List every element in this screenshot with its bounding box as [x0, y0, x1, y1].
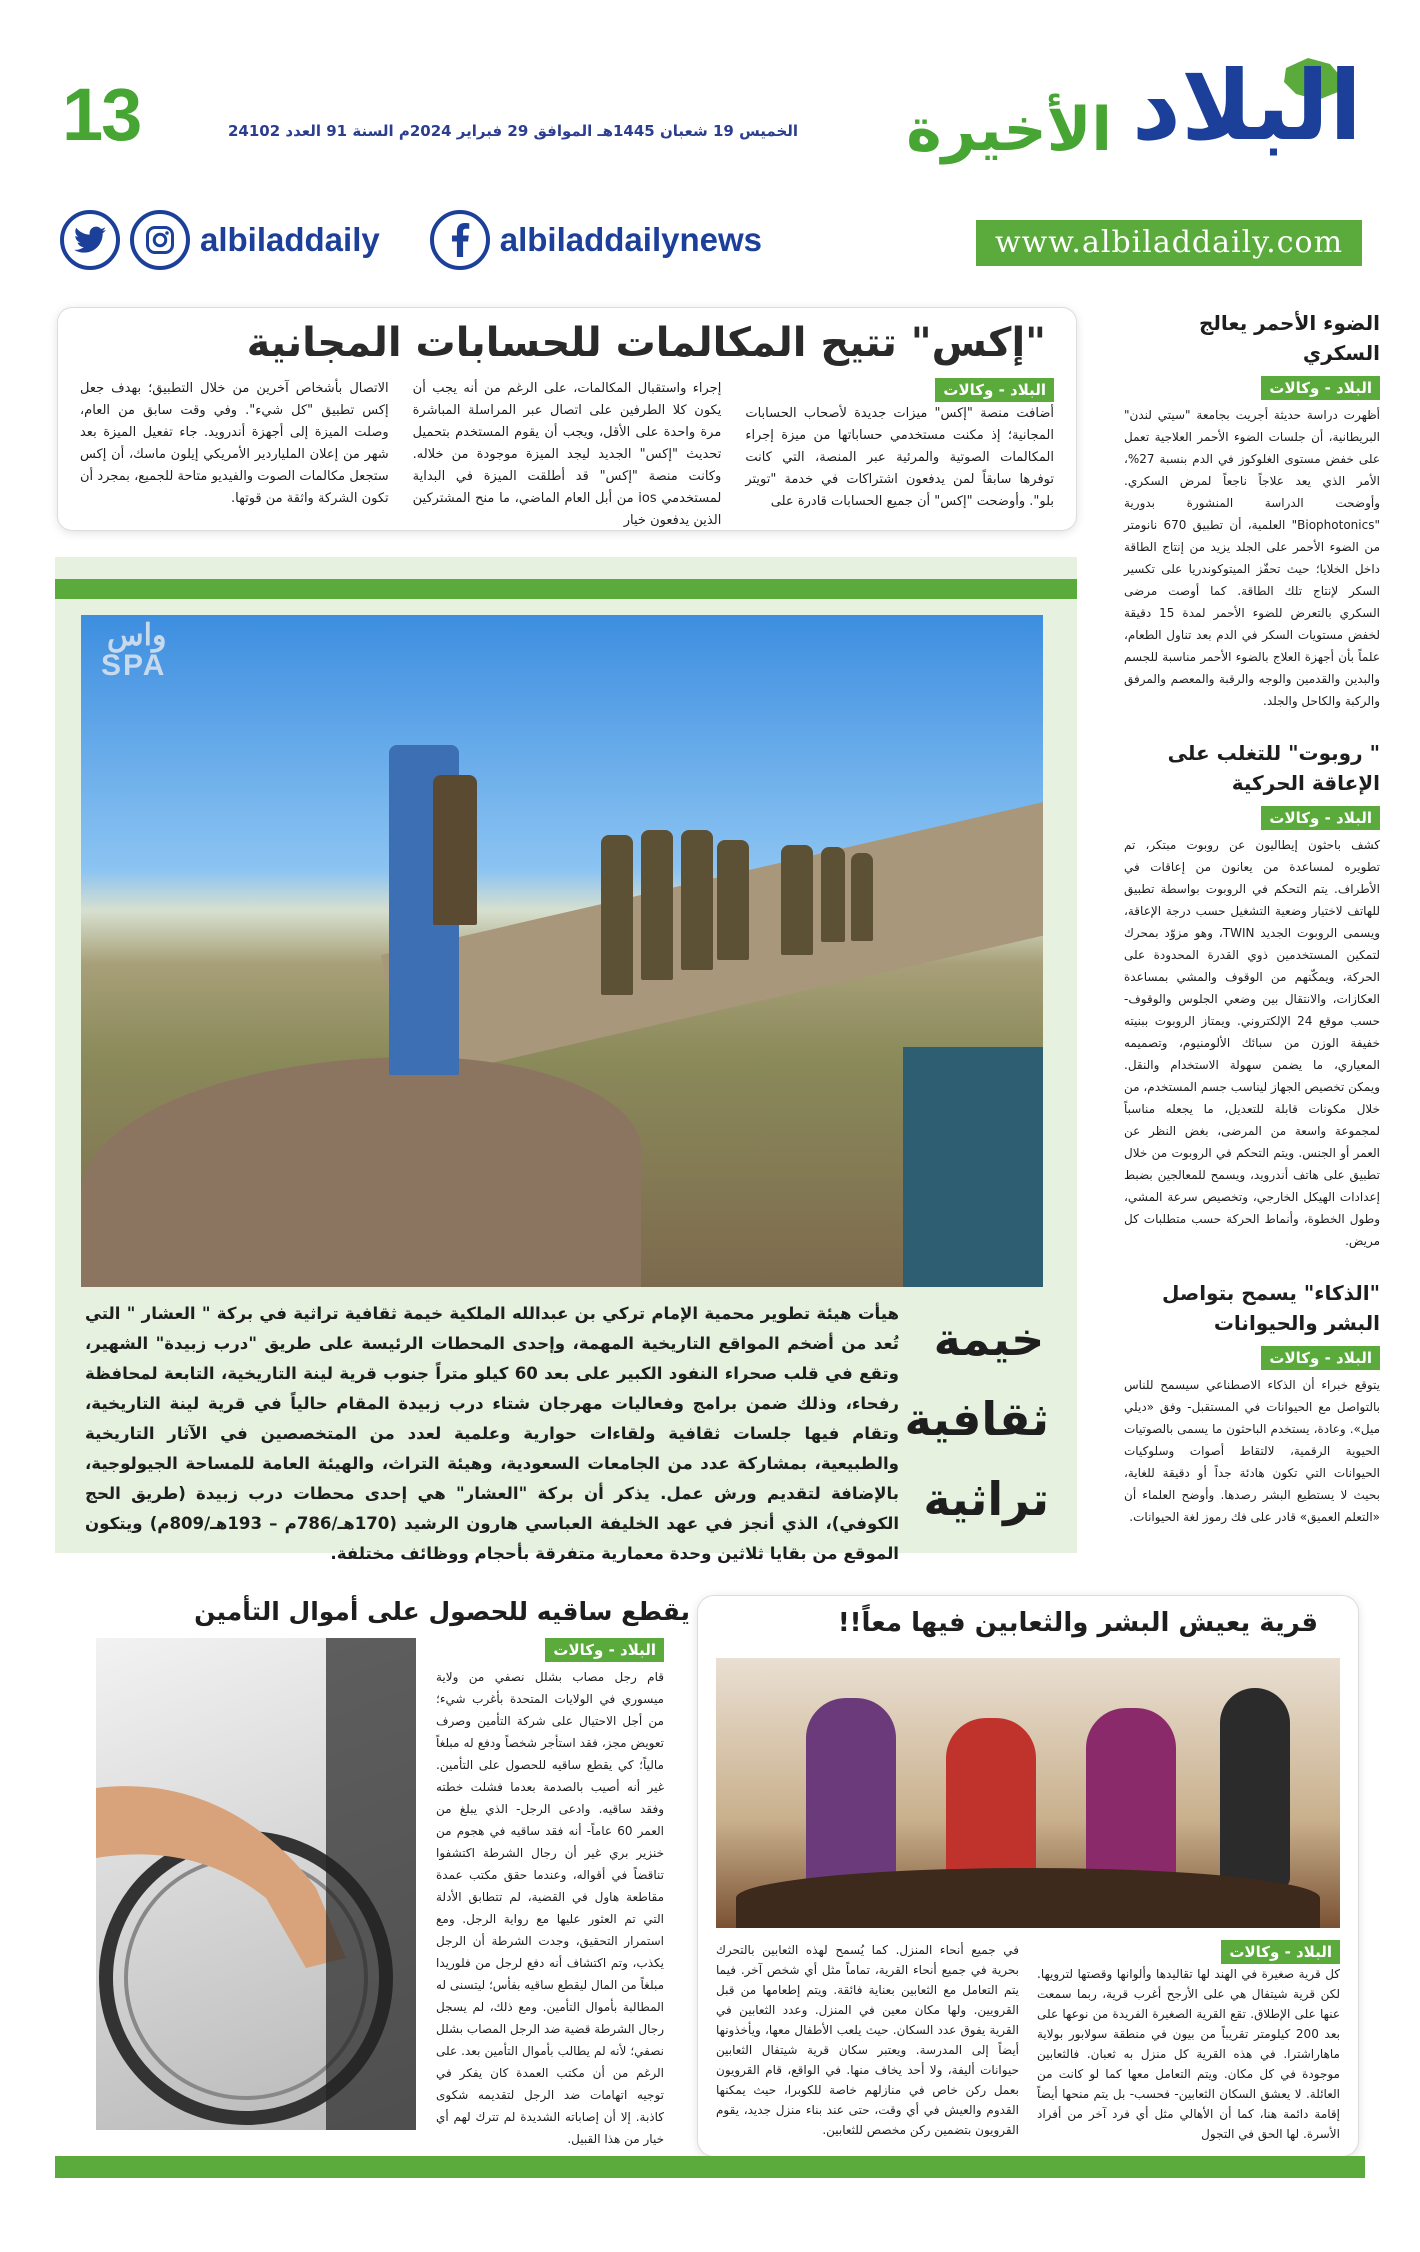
- page-number: 13: [62, 73, 141, 156]
- photo-water: [903, 1047, 1043, 1287]
- spa-watermark: [101, 621, 166, 681]
- right-article-1: [1124, 308, 1380, 712]
- facebook-icon[interactable]: [430, 210, 490, 270]
- cobra-article-col-2: في جميع أنحاء المنزل. كما يُسمح لهذه الثعابين بالتحرك بحرية في جميع أنحاء القرية، تماماً مثل أي شخص آخر. فيما يتم التعامل مع الثعابين بعناية فائقة. ويتم إطعامها من قبل القرويين. ولها مكان معين في المنزل. وعدد الثعابين في القرية يفوق عدد السكان. حيث يلعب الأطفال معها، ويأخذونها أيضاً إلى المدرسة. ويعتبر سكان قرية شيتفال الثعابين حيوانات أليفة، ولا أحد يخاف منها. في الواقع، قام القرويون بعمل ركن خاص في منازلهم خاصة للكوبرا، حيث يمكنها القدوم والعيش في أي وقت، حتى عند بناء منزل جديد، يقوم القرويون بتضمين ركن مخصص للثعابين.: [716, 1943, 1019, 2137]
- right-article-2-body: كشف باحثون إيطاليون عن روبوت مبتكر، تم تطويره لمساعدة من يعانون من إعاقات في الأطراف. يتم التحكم في الروبوت بواسطة تطبيق للهاتف لاختيار وضعية التشغيل حسب درجة الإعاقة، ويسمى الروبوت الجديد TWIN، وهو مزوّد بمحرك لتمكين المستخدمين ذوي القدرة المحدودة على الحركة، ويمكّنهم من الوقوف والمشي بمساعدة العكازات، والانتقال بين وضعي الجلوس والوقوف- حسب موقع 24 الإلكتروني. ويمتاز الروبوت ببنيته خفيفة الوزن من سبائك الألومنيوم، وتصميمه المعياري، ما يضمن سهولة الاستخدام والنقل. ويمكن تخصيص الجهاز ليناسب جسم المستخدم، من خلال مكونات قابلة للتعديل، ما يجعله مناسباً لمجموعة واسعة من المرضى، بغض النظر عن العمر أو الجنس. ويتم التحكم في الروبوت من خلال تطبيق على هاتف أندرويد، ويسمح للمعالجين بضبط إعدادات الهيكل الخارجي، وتخصيص سرعة المشي، وطول الخطوة، وأنماط الحركة حسب متطلبات كل مريض.: [1124, 838, 1380, 1248]
- right-column: [1124, 308, 1380, 1554]
- x-article-tag: البلاد - وكالات: [935, 378, 1054, 402]
- feature-title-line-1: خيمة: [933, 1312, 1045, 1366]
- photo-person: [641, 830, 673, 980]
- insurance-article: [436, 1638, 664, 2150]
- x-article: [58, 308, 1076, 530]
- right-article-2: [1124, 738, 1380, 1252]
- x-article-text-1: أضافت منصة "إكس" ميزات جديدة لأصحاب الحسابات المجانية؛ إذ مكنت مستخدمي حساباتها من ميزة إجراء المكالمات الصوتية والمرئية عبر المنصة، التي كانت توفرها سابقاً لمن يدفعون اشتراكات في خدمة "تويتر بلو". وأوضحت "إكس" أن جميع الحسابات قادرة على: [745, 406, 1054, 509]
- photo-person: [601, 835, 633, 995]
- right-article-3-body: يتوقع خبراء أن الذكاء الاصطناعي سيسمح للناس بالتواصل مع الحيوانات في المستقبل- وفق «ديلي ميل». وعادة، يستخدم الباحثون ما يسمى بالصوتيات الحيوية الرقمية، لالتقاط أصوات وسلوكيات الحيوانات التي تكون هادئة جداً أو دقيقة للغاية، بحيث لا يستطيع البشر رصدها. وأوضح العلماء أن «التعلم العميق» قادر على فك رموز لغة الحيوانات.: [1124, 1378, 1380, 1524]
- dateline: الخميس 19 شعبان 1445هـ الموافق 29 فبراير 2024م السنة 91 العدد 24102: [228, 122, 799, 140]
- cobra-photo[interactable]: [716, 1658, 1340, 1928]
- spa-watermark-top: واس: [107, 619, 167, 652]
- insurance-article-body: قام رجل مصاب بشلل نصفي من ولاية ميسوري في الولايات المتحدة بأغرب شيء؛ من أجل الاحتيال على شركة التأمين وصرف تعويض مجز، فقد استأجر شخصاً ودفع له مبلغاً مالياً؛ كي يقطع ساقيه للحصول على التأمين. غير أنه أصيب بالصدمة بعدما فشلت خطته وفقد ساقيه. وادعى الرجل- الذي يبلغ من العمر 60 عاماً- أنه فقد ساقيه في هجوم من خنزير بري غير أن رجال الشرطة اكتشفوا تناقضاً في أقواله، وعندما حقق مكتب عمدة مقاطعة هاول في القضية، لم تتطابق الأدلة التي تم العثور عليها مع رواية الرجل. ومع استمرار التحقيق، وجدت الشرطة أن الرجل يكذب، وتم اكتشاف أنه دفع لرجل من فلوريدا مبلغاً من المال ليقطع ساقيه بفأس؛ ليتسنى له المطالبة بأموال التأمين. ومع ذلك، لم يسجل رجال الشرطة قضية ضد الرجل المصاب بشلل نصفي؛ لأنه لم يطالب بأموال التأمين بعد. على الرغم من أن مكتب العمدة كان يفكر في توجيه اتهامات ضد الرجل لتقديمه شكوى كاذبة. إلا أن إصاباته الشديدة لم تترك لهم أي خيار من هذا القبيل.: [436, 1670, 664, 2146]
- x-article-col-1: [745, 378, 1054, 532]
- x-article-columns: [80, 378, 1054, 532]
- x-article-col-2: إجراء واستقبال المكالمات، على الرغم من أنه يجب أن يكون كلا الطرفين على اتصال عبر المراسلة المباشرة مرة واحدة على الأقل، ويجب أن يقوم المستخدم بتحميل تحديث "إكس" الجديد ليجد الميزة موجودة من خلاله. وكانت منصة "إكس" قد أطلقت الميزة في البداية لمستخدمي ios من أبل العام الماضي، ما منح المشتركين الذين يدفعون خيار: [412, 381, 722, 528]
- right-article-1-title[interactable]: الضوء الأحمر يعالج السكري: [1198, 311, 1380, 365]
- feature-section: [55, 557, 1077, 1563]
- social-handle-1[interactable]: albiladdaily: [200, 221, 380, 258]
- right-article-1-body: أظهرت دراسة حديثة أجريت بجامعة "سيتي لندن" البريطانية، أن جلسات الضوء الأحمر العلاجية تعمل على خفض مستوى الغلوكوز في الدم بنسبة 27%، الأمر الذي يعد علاجاً ناجعاً لمرض السكري. وأوضحت الدراسة المنشورة بدورية "Biophotonics" العلمية، أن تطبيق 670 نانومتر من الضوء الأحمر على الجلد يزيد من إنتاج الطاقة داخل الخلايا؛ حيث تحفّز الميتوكوندريا على تكسير السكر لإنتاج تلك الطاقة. كما أوصت مرضى السكري بالتعرض للضوء الأحمر لمدة 15 دقيقة لخفض مستويات السكر في الدم بعد تناول الطعام، علماً بأن أجهزة العلاج بالضوء الأحمر مناسبة للجسم والبدين والقدمين والوجه والرقبة والمعصم والمرفق والركبة والكاحل والجلد.: [1124, 408, 1380, 708]
- feature-title: [904, 1299, 1049, 1539]
- feature-title-line-2: ثقافية: [904, 1392, 1049, 1446]
- logo-main-text: البلاد: [1131, 50, 1362, 162]
- newspaper-logo[interactable]: [842, 50, 1362, 178]
- x-article-col-3: الاتصال بأشخاص آخرين من خلال التطبيق؛ بهدف جعل إكس تطبيق "كل شيء". وفي وقت سابق من العام، وصلت الميزة إلى أجهزة أندرويد. جاء تفعيل الميزة بعد شهر من إعلان الملياردير الأمريكي إيلون ماسك، أن إكس ستجعل مكالمات الصوت والفيديو متاحة للجميع، بمجرد أن تكون الشركة واثقة من قوتها.: [79, 381, 389, 506]
- photo-cobra: [1220, 1688, 1290, 1888]
- insurance-photo[interactable]: [96, 1638, 416, 2130]
- cobra-article: [698, 1596, 1358, 2156]
- x-article-headline[interactable]: "إكس" تتيح المكالمات للحسابات المجانية: [246, 320, 1046, 366]
- logo-sub-text: الأخيرة: [906, 95, 1112, 165]
- twitter-icon[interactable]: [60, 210, 120, 270]
- social-handle-2[interactable]: albiladdailynews: [499, 221, 762, 258]
- instagram-icon[interactable]: [130, 210, 190, 270]
- photo-person: [433, 775, 477, 925]
- photo-child: [806, 1698, 896, 1898]
- cobra-article-columns: [716, 1940, 1340, 2144]
- cobra-article-headline[interactable]: قرية يعيش البشر والثعابين فيها معاً!!: [837, 1608, 1318, 1638]
- insurance-article-tag: البلاد - وكالات: [545, 1638, 664, 1662]
- right-article-3-tag: البلاد - وكالات: [1261, 1346, 1380, 1370]
- website-banner[interactable]: www.albiladdaily.com: [976, 220, 1362, 266]
- feature-divider: [55, 579, 1077, 599]
- right-article-3: [1124, 1278, 1380, 1528]
- feature-body: هيأت هيئة تطوير محمية الإمام تركي بن عبدالله الملكية خيمة ثقافية تراثية في بركة " العشار " التي تُعد من أضخم المواقع التاريخية المهمة، وإحدى المحطات الرئيسة على طريق "درب زبيدة" الشهير، وتقع في قلب صحراء النفود الكبير على بعد 60 كيلو متراً جنوب قرية لينة التاريخية، التابعة لمحافظة رفحاء، وذلك ضمن برامج وفعاليات مهرجان شتاء درب زبيدة المقام حالياً في قرية لينة التاريخية، وتقام فيها جلسات ثقافية ولقاءات حوارية وعلمية لعدد من المتخصصين في الآثار التاريخية والطبيعية، بمشاركة عدد من الجامعات السعودية، وهيئة التراث، والهيئة العامة للمساحة الجيولوجية، بالإضافة لتقديم ورش عمل. يذكر أن بركة "العشار" هي إحدى محطات درب زبيدة (طريق الحج الكوفي)، الذي أنجز في عهد الخليفة العباسي هارون الرشيد (170هـ/786م – 193هـ/809م) ويتكون الموقع من بقايا ثلاثين وحدة معمارية متفرقة بأحجام ووظائف مختلفة.: [85, 1304, 900, 1563]
- feature-title-line-3: تراثية: [923, 1472, 1049, 1526]
- photo-person: [821, 847, 845, 942]
- feature-photo[interactable]: [81, 615, 1043, 1287]
- footer-bar: [55, 2156, 1365, 2178]
- photo-person: [781, 845, 813, 955]
- cobra-article-col-1: [1037, 1940, 1340, 2144]
- wheelchair-illustration: [96, 1638, 416, 2130]
- spa-watermark-bottom: SPA: [101, 649, 167, 682]
- right-article-2-tag: البلاد - وكالات: [1261, 806, 1380, 830]
- insurance-article-headline[interactable]: يقطع ساقيه للحصول على أموال التأمين: [194, 1597, 690, 1626]
- cobra-article-tag: البلاد - وكالات: [1221, 1940, 1340, 1964]
- social-bar: [60, 208, 762, 272]
- right-article-1-tag: البلاد - وكالات: [1261, 376, 1380, 400]
- photo-rocks: [81, 1057, 641, 1287]
- photo-person: [681, 830, 713, 970]
- cobra-article-text-1: كل قرية صغيرة في الهند لها تقاليدها وألوانها وقصتها لترويها. لكن قرية شيتفال هي على الأرجح أغرب قرية، ربما سمعت عنها على الإطلاق. تقع القرية الصغيرة الفريدة من نوعها على بعد 200 كيلومتر تقريباً من بيون في منطقة سولابور بولاية ماهاراشترا. في هذه القرية كل منزل به ثعبان. فالثعابين موجودة في كل مكان. ويتم التعامل معها كما لو كانت من العائلة. لا يعشق السكان الثعابين- فحسب- بل يتم منحها أيضاً إقامة دائمة هنا، كما أن الأهالي مثل أي فرد آخر من أفراد الأسرة. لها الحق في التجول: [1037, 1967, 1340, 2141]
- photo-basket: [736, 1868, 1320, 1928]
- photo-person: [717, 840, 749, 960]
- right-article-2-title[interactable]: " روبوت" للتغلب على الإعاقة الحركية: [1167, 741, 1380, 795]
- right-article-3-title[interactable]: "الذكاء" يسمح بتواصل البشر والحيوانات: [1162, 1281, 1380, 1335]
- photo-person: [851, 853, 873, 941]
